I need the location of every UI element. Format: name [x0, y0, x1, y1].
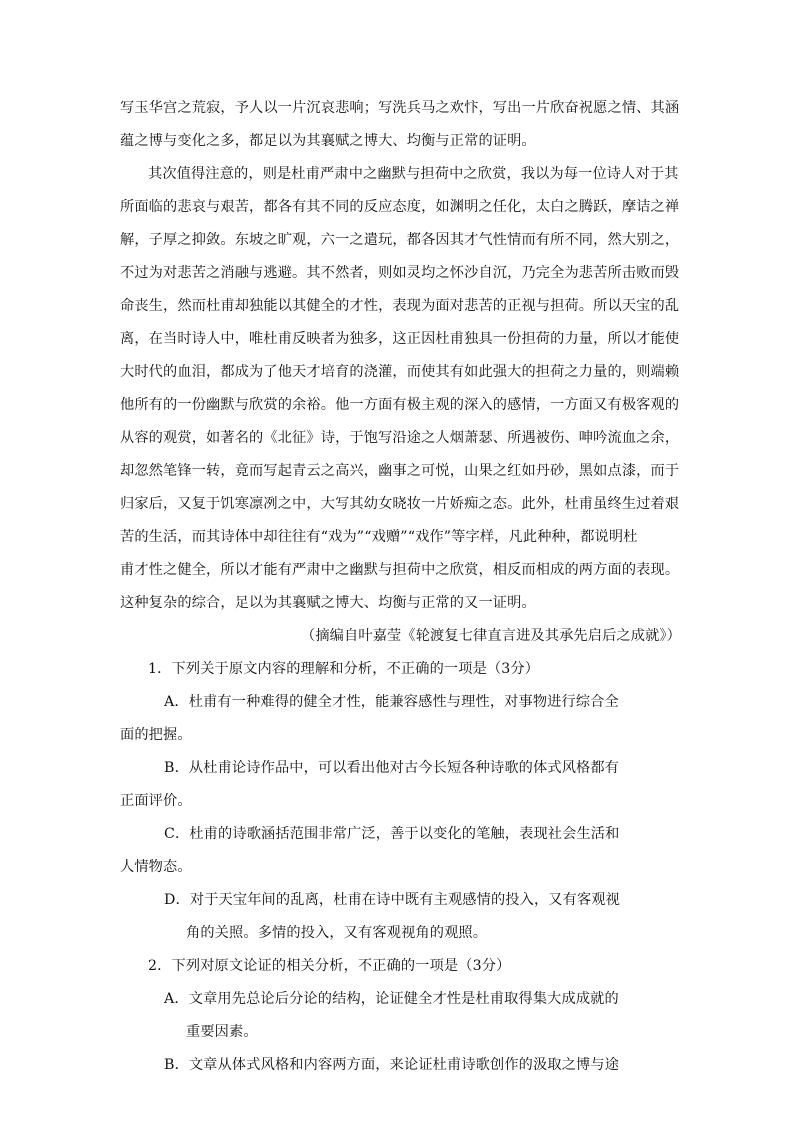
- question-1-option-d: D．对于天宝年间的乱离，杜甫在诗中既有主观感情的投入，又有客观视: [164, 892, 620, 908]
- question-2-option-a: A．文章用先总论后分论的结构，论证健全才性是杜甫取得集大成成就的: [164, 991, 619, 1007]
- passage-line: 却忽然笔锋一转，竟而写起青云之高兴，幽事之可悦，山果之红如丹砂，黑如点漆，而于: [120, 463, 680, 479]
- question-1-option-a-cont: 面的把握。: [120, 727, 192, 743]
- passage-line: 所面临的悲哀与艰苦，都各有其不同的反应态度，如渊明之任化，太白之腾跃，摩诘之禅: [120, 199, 680, 215]
- passage-line: 他所有的一份幽默与欣赏的余裕。他一方面有极主观的深入的感情，一方面又有极客观的: [120, 397, 680, 413]
- passage-line: 这种复杂的综合，足以为其襄赋之博大、均衡与正常的又一证明。: [120, 595, 536, 611]
- passage-line: 不过为对悲苦之消融与逃避。其不然者，则如灵均之怀沙自沉，乃完全为悲苦所击败而毁: [120, 265, 680, 281]
- passage-line: 离，在当时诗人中，唯杜甫反映者为独多，这正因杜甫独具一份担荷的力量，所以才能使: [120, 331, 680, 347]
- question-1-option-a: A．杜甫有一种难得的健全才性，能兼容感性与理性，对事物进行综合全: [164, 694, 619, 710]
- question-1-stem: 1．下列关于原文内容的理解和分析，不正确的一项是（3分）: [148, 661, 540, 677]
- question-2-option-a-cont: 重要因素。: [186, 1024, 258, 1040]
- source-citation: （摘编自叶嘉莹《轮渡复七律直言进及其承先启后之成就》）: [301, 628, 682, 644]
- passage-line: 蕴之博与变化之多，都足以为其襄赋之博大、均衡与正常的证明。: [120, 133, 536, 149]
- passage-line: 解，子厚之抑敛。东坡之旷观，六一之遣玩，都各因其才气性情而有所不同，然大别之，: [120, 232, 680, 248]
- passage-line: 甫才性之健全，所以才能有严肃中之幽默与担荷中之欣赏，相反而相成的两方面的表现。: [120, 562, 680, 578]
- question-1-option-c-cont: 人情物态。: [120, 859, 192, 875]
- question-1-option-c: C．杜甫的诗歌涵括范围非常广泛，善于以变化的笔触，表现社会生活和: [164, 826, 620, 842]
- question-1-option-b-cont: 正面评价。: [120, 793, 192, 809]
- question-2-option-b: B．文章从体式风格和内容两方面，来论证杜甫诗歌创作的汲取之博与途: [164, 1057, 620, 1073]
- passage-line: 大时代的血泪，都成为了他天才培育的浇灌，而使其有如此强大的担荷之力量的，则端赖: [120, 364, 680, 380]
- passage-line: 写玉华宫之荒寂，予人以一片沉哀悲响；写洗兵马之欢忭，写出一片欣奋祝愿之情、其涵: [120, 100, 680, 116]
- passage-line: 命丧生，然而杜甫却独能以其健全的才性，表现为面对悲苦的正视与担荷。所以天宝的乱: [120, 298, 680, 314]
- question-1-option-b: B．从杜甫论诗作品中，可以看出他对古今长短各种诗歌的体式风格都有: [164, 760, 620, 776]
- passage-line: 从容的观赏，如著名的《北征》诗，于饱写沿途之人烟萧瑟、所遇被伤、呻吟流血之余，: [120, 430, 680, 446]
- passage-line: 归家后，又复于饥寒凛冽之中，大写其幼女晓妆一片娇痴之态。此外，杜甫虽终生过着艰: [120, 496, 680, 512]
- passage-line: 其次值得注意的，则是杜甫严肃中之幽默与担荷中之欣赏，我以为每一位诗人对于其: [148, 166, 679, 182]
- passage-line: 苦的生活，而其诗体中却往往有“戏为”“戏赠”“戏作”等字样，凡此种种，都说明杜: [120, 529, 638, 545]
- question-2-stem: 2．下列对原文论证的相关分析，不正确的一项是（3分）: [148, 958, 511, 974]
- question-1-option-d-cont: 角的关照。多情的投入，又有客观视角的观照。: [186, 925, 488, 941]
